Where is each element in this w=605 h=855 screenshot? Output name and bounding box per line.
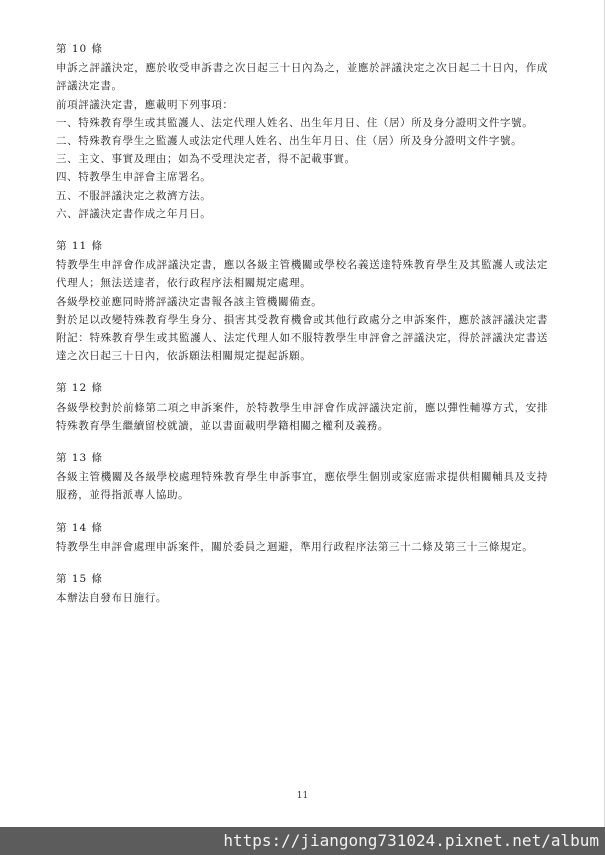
paragraph: 申訴之評議決定，應於收受申訴書之次日起三十日內為之，並應於評議決定之次日起二十日內，作成評議決定書。 [56, 62, 548, 93]
list-item: 四、特教學生申評會主席署名。 [56, 171, 212, 184]
list-item: 三、主文、事實及理由；如為不受理決定者，得不記載事實。 [56, 153, 356, 166]
list-item: 五、不服評議決定之救濟方法。 [56, 189, 212, 202]
paragraph: 特教學生申評會處理申訴案件，關於委員之迴避，準用行政程序法第三十二條及第三十三條規定。 [56, 540, 534, 553]
list-item: 一、特殊教育學生或其監護人、法定代理人姓名、出生年月日、住（居）所及身分證明文件字號。 [56, 116, 534, 129]
article-14 [56, 519, 548, 556]
article-12 [56, 379, 548, 435]
article-title: 第 10 條 [56, 43, 104, 55]
article-13 [56, 449, 548, 505]
article-11 [56, 237, 548, 365]
paragraph: 特教學生申評會作成評議決定書，應以各級主管機關或學校名義送達特殊教育學生及其監護人或法定代理人；無法送達者，依行政程序法相關規定處理。 [56, 259, 548, 290]
paragraph: 各級學校並應同時將評議決定書報各該主管機關備查。 [56, 295, 323, 308]
paragraph: 前項評議決定書，應載明下列事項： [56, 98, 234, 111]
article-title: 第 12 條 [56, 382, 104, 395]
article-title: 第 13 條 [56, 452, 104, 465]
paragraph: 本辦法自發布日施行。 [56, 592, 167, 605]
article-title: 第 14 條 [56, 521, 104, 534]
list-item: 二、特殊教育學生之監護人或法定代理人姓名、出生年月日、住（居）所及身分證明文件字號。 [56, 135, 523, 148]
paragraph: 各級學校對於前條第二項之申訴案件，於特教學生申評會作成評議決定前，應以彈性輔導方式，安排特殊教育學生繼續留校就讀，並以書面載明學籍相關之權利及義務。 [56, 401, 548, 432]
list-item: 六、評議決定書作成之年月日。 [56, 207, 212, 220]
article-15 [56, 570, 548, 607]
document-body [56, 40, 548, 621]
paragraph: 對於足以改變特殊教育學生身分、損害其受教育機會或其他行政處分之申訴案件，應於該評議決定書附記：特殊教育學生或其監護人、法定代理人如不服特教學生申評會之評議決定，得於評議決定書送達之次日起三十日內，依訴願法相關規定提起訴願。 [56, 313, 548, 363]
article-title: 第 15 條 [56, 573, 104, 586]
paragraph: 各級主管機關及各級學校處理特殊教育學生申訴事宜，應依學生個別或家庭需求提供相關輔具及支持服務，並得指派專人協助。 [56, 471, 548, 502]
watermark-url: https://jiangong731024.pixnet.net/album [0, 827, 605, 855]
article-10 [56, 40, 548, 223]
page-number: 11 [296, 791, 309, 801]
article-title: 第 11 條 [56, 240, 104, 253]
